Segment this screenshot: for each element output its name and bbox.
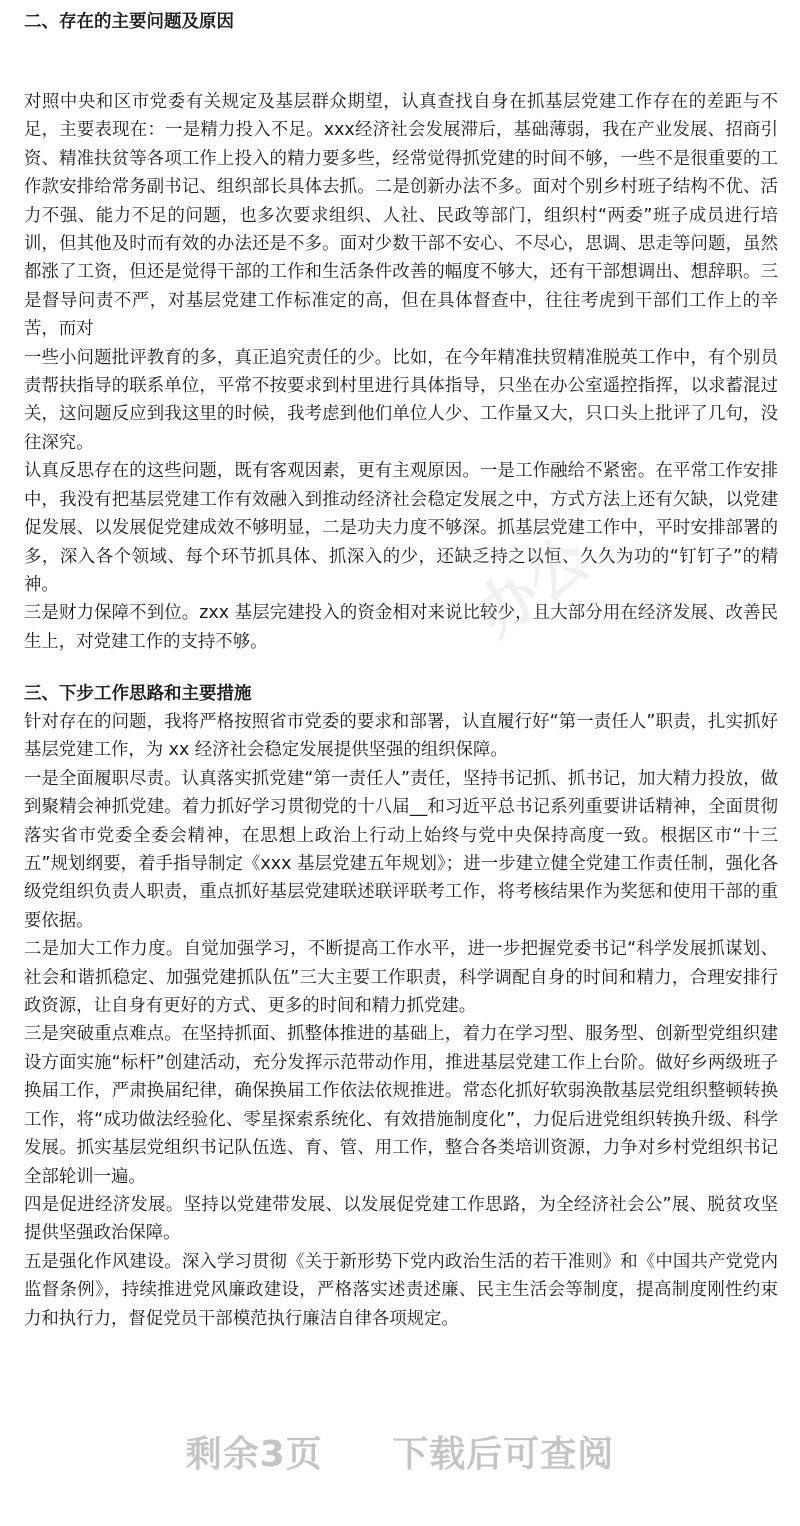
paragraph: 五是强化作风建设。深入学习贯彻《关于新形势下党内政治生活的若干准则》和《中国共产党党内监督条例》，持续推进党风廉政建设，严格落实述责述廉、民主生活会等制度，提高制度刚性约束力和执行力，督促党员干部模范执行廉洁自律各项规定。 (24, 1251, 778, 1329)
paragraph: 对照中央和区市党委有关规定及基层群众期望，认真查找自身在抓基层党建工作存在的差距与不足，主要表现在：一是精力投入不足。xxx经济社会发展滞后，基础薄弱，我在产业发展、招商引资、精准扶贫等各项工作上投入的精力要多些，经常觉得抓党建的时间不够，一些不是很重要的工作款安排给常务副书记、组织部长具体去抓。二是创新办法不多。面对个别乡村班子结构不优、活力不强、能力不足的问题，也多次要求组织、人社、民政等部门，组织村“两委”班子成员进行培训，但其他及时而有效的办法还是不多。面对少数干部不安心、不尽心，思调、思走等问题，虽然都涨了工资，但还是觉得干部的工作和生活条件改善的幅度不够大，还有干部想调出、想辞职。三是督导问责不严，对基层党建工作标准定的高，但在具体督查中，往往考虎到干部们工作上的辛苦，而对 (24, 92, 778, 340)
remaining-pages-label: 剩余3页 (185, 1434, 323, 1475)
paragraph: 四是促进经济发展。坚持以党建带发展、以发展促党建工作思路，为全经济社会公”展、脱贫攻坚提供坚强政治保障。 (24, 1194, 778, 1244)
paragraph: 一是全面履职尽责。认真落实抓党建“第一责任人”责任，坚持书记抓、抓书记，加大精力投放，做到聚精会神抓党建。着力抓好学习贯彻党的十八届__和习近平总书记系列重要讲话精神，全面贯彻落实省市党委全委会精神，在思想上政治上行动上始终与党中央保持高度一致。根据区市“十三五”规划纲要，着手指导制定《xxx 基层党建五年规划》；进一步建立健全党建工作责任制，强化各级党组织负责人职责，重点抓好基层党建联述联评联考工作，将考核结果作为奖惩和使用干部的重要依据。 (24, 768, 778, 931)
section-body-problems (24, 88, 778, 656)
download-prompt[interactable] (0, 1426, 800, 1477)
section-body-measures (24, 708, 778, 1333)
section-heading-problems: 二、存在的主要问题及原因 (24, 12, 234, 32)
paragraph: 认真反思存在的这些问题，既有客观因素，更有主观原因。一是工作融给不紧密。在平常工作安排中，我没有把基层党建工作有效融入到推动经济社会稳定发展之中，方式方法上还有欠缺，以党建促发展、以发展促党建成效不够明显，二是功夫力度不够深。抓基层党建工作中，平时安排部署的多，深入各个领域、每个环节抓具体、抓深入的少，还缺乏持之以恒、久久为功的“钉钉子”的精神。 (24, 461, 778, 595)
download-to-view-label: 下载后可查阅 (392, 1434, 615, 1475)
paragraph: 三是突破重点难点。在坚持抓面、抓整体推进的基础上，着力在学习型、服务型、创新型党组织建设方面实施“标杆”创建活动，充分发挥示范带动作用，推进基层党建工作上台阶。做好乡两级班子换届工作，严肃换届纪律，确保换届工作依法依规推进。常态化抓好软弱涣散基层党组织整顿转换工作，将“成功做法经验化、零星探索系统化、有效措施制度化”，力促后进党组织转换升级、科学发展。抓实基层党组织书记队伍选、育、管、用工作，整合各类培训资源，力争对乡村党组织书记全部轮训一遍。 (24, 1024, 778, 1187)
paragraph: 一些小问题批评教育的多，真正追究责任的少。比如，在今年精准扶贸精准脱英工作中，有个别员责帮扶指导的联系单位，平常不按要求到村里进行具体指导，只坐在办公室遥控指挥，以求蓄混过关，这问题反应到我这里的时候，我考虑到他们单位人少、工作量又大，只口头上批评了几句，没往深究。 (24, 347, 778, 453)
watermark: 办公 (463, 524, 603, 651)
paragraph: 针对存在的问题，我将严格按照省市党委的要求和部署，认直履行好“第一责任人”职责，扎实抓好基层党建工作，为 xx 经济社会稳定发展提供坚强的组织保障。 (24, 712, 778, 761)
paragraph: 二是加大工作力度。自觉加强学习，不断提高工作水平，进一步把握党委书记“科学发展抓谋划、社会和谐抓稳定、加强党建抓队伍”三大主要工作职责，科学调配自身的时间和精力，合理安排行政资源，让自身有更好的方式、更多的时间和精力抓党建。 (24, 939, 778, 1017)
section-heading-measures: 三、下步工作思路和主要措施 (24, 684, 252, 704)
paragraph: 三是财力保障不到位。zxx 基层完建投入的资金相对来说比较少，且大部分用在经济发展、改善民生上，对党建工作的支持不够。 (24, 603, 778, 652)
